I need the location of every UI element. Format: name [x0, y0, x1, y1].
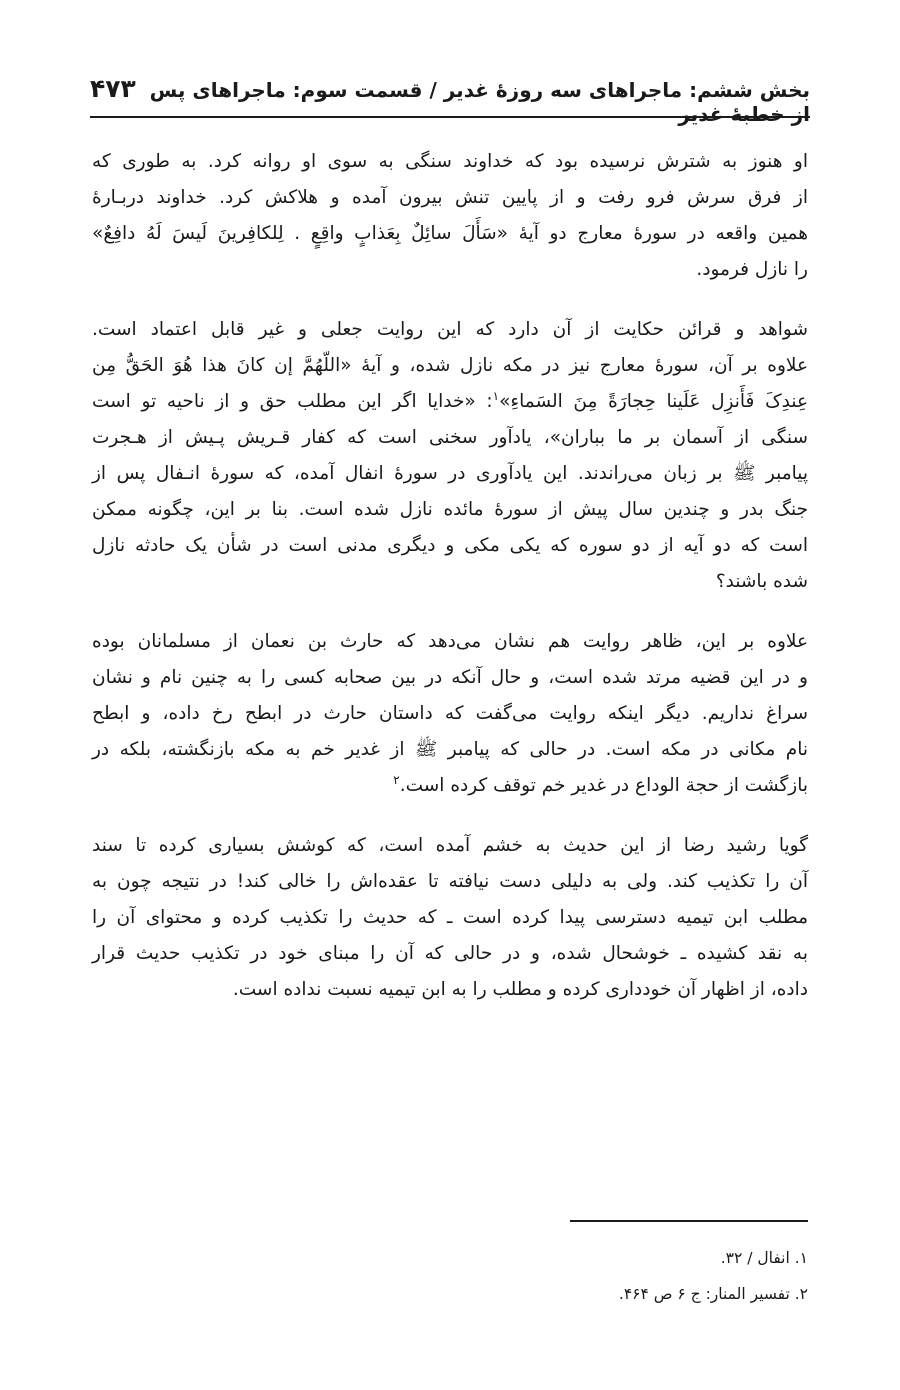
text-line: علاوه بر آن، سورهٔ معارج نیز در مکه نازل شده، و آیهٔ «اللّهُمَّ إن کانَ هذا هُوَ الحَقُّ مِن	[92, 355, 808, 376]
text-line: شواهد و قرائن حکایت از آن دارد که این روایت جعلی و غیر قابل اعتماد است.	[92, 319, 808, 340]
text-line-with-footnote	[92, 768, 808, 804]
text-line: همین واقعه در سورهٔ معارج دو آیهٔ «سَأَلَ سائِلٌ بِعَذابٍ واقِعٍ . لِلکافِرینَ لَیسَ لَهُ دافِعٌ»	[92, 223, 808, 244]
text-line: سنگی از آسمان بر ما بباران»، یادآور سخنی است که کفار قـریش پـیش از هـجرت	[92, 427, 808, 448]
text-line: را نازل فرمود.	[696, 259, 808, 280]
text-line-with-footnote	[92, 384, 808, 420]
text-line: علاوه بر این، ظاهر روایت هم نشان می‌دهد که حارث بن نعمان از مسلمانان بوده	[92, 631, 808, 652]
text-fragment: بازگشت از حجة الوداع در غدیر خم توقف کرده است.	[399, 775, 808, 796]
running-head-title: بخش ششم: ماجراهای سه روزهٔ غدیر / قسمت سوم: ماجراهای پس از خطبهٔ غدیر	[149, 78, 810, 126]
text-line: سراغ نداریم. دیگر اینکه روایت می‌گفت که داستان حارث در ابطح رخ داده، و ابطح	[92, 703, 808, 724]
body-text	[92, 144, 808, 1032]
footnote-1: ۱. انفال / ۳۲.	[720, 1249, 808, 1267]
running-head	[90, 74, 810, 126]
paragraph-4	[92, 828, 808, 1008]
text-line: شده باشند؟	[715, 571, 808, 592]
text-line: به نقد کشیده ـ خوشحال شده، و در حالی که آن را مبنای خود در تکذیب حدیث قرار	[92, 943, 808, 964]
text-fragment: عِندِکَ فَأَنزِل عَلَینا حِجارَةً مِنَ السَماءِ»	[499, 391, 808, 412]
text-line: او هنوز به شترش نرسیده بود که خداوند سنگی به سوی او روانه کرد. به طوری که	[92, 151, 808, 172]
footnotes	[92, 1240, 808, 1312]
text-line: آن را تکذیب کند. ولی به دلیلی دست نیافته تا عقده‌اش را خالی کند! در نتیجه چون به	[92, 871, 808, 892]
text-line: و در این قضیه مرتد شده است، و حال آنکه در بین صحابه کسی را به چنین نام و نشان	[92, 667, 808, 688]
text-line: نام مکانی در مکه است. در حالی که پیامبر ﷺ از غدیر خم به مکه بازنگشته، بلکه در	[92, 739, 808, 760]
paragraph-2	[92, 312, 808, 600]
page-number: ۴۷۳	[90, 74, 136, 103]
footnote-ref: ۲	[393, 772, 400, 787]
footnote-ref: ۱	[492, 388, 500, 403]
text-line: گویا رشید رضا از این حدیث به خشم آمده است، که کوشش بسیاری کرده تا سند	[92, 835, 808, 856]
footnote-rule	[570, 1220, 808, 1222]
paragraph-3	[92, 624, 808, 804]
paragraph-1	[92, 144, 808, 288]
text-line: است که دو آیه از دو سوره که یکی مکی و دیگری مدنی است در شأن یک حادثه نازل	[92, 535, 808, 556]
text-line: پیامبر ﷺ بر زبان می‌راندند. این یادآوری در سورهٔ انفال آمده، که سورهٔ انـفال پس از	[92, 463, 808, 484]
header-rule	[90, 116, 810, 118]
text-line: از فرق سرش فرو رفت و از پایین تنش بیرون آمده و هلاکش کرد. خداوند دربـارهٔ	[92, 187, 808, 208]
text-line: داده، از اظهار آن خودداری کرده و مطلب را به ابن تیمیه نسبت نداده است.	[232, 979, 808, 1000]
text-line: جنگ بدر و چندین سال پیش از سورهٔ مائده نازل شده است. بنا بر این، چگونه ممکن	[92, 499, 808, 520]
text-line: مطلب ابن تیمیه دسترسی پیدا کرده است ـ که حدیث را تکذیب کرده و محتوای آن را	[92, 907, 808, 928]
footnote-2: ۲. تفسیر المنار: ج ۶ ص ۴۶۴.	[618, 1285, 808, 1303]
text-fragment: : «خدایا اگر این مطلب حق و از ناحیه تو است	[92, 391, 493, 412]
